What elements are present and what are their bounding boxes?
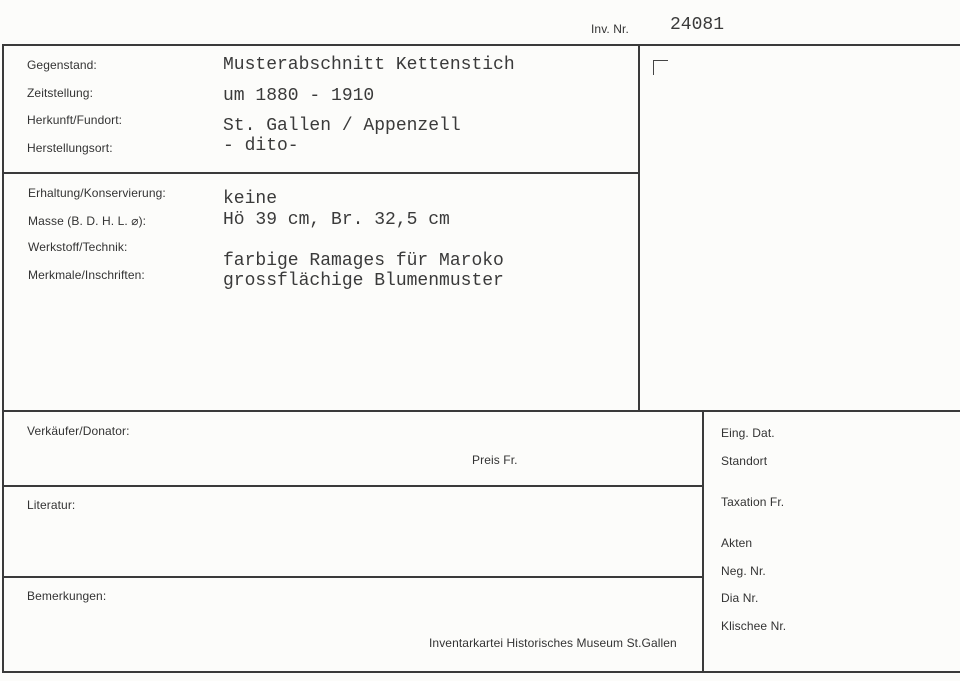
value-herstellungsort: - dito-	[223, 136, 299, 156]
label-masse: Masse (B. D. H. L. ⌀):	[28, 214, 147, 228]
value-masse: Hö 39 cm, Br. 32,5 cm	[223, 210, 450, 230]
label-verkaeufer: Verkäufer/Donator:	[27, 424, 130, 438]
label-erhaltung: Erhaltung/Konservierung:	[28, 186, 166, 200]
rule-literatur	[3, 485, 703, 487]
inv-nr-label: Inv. Nr.	[591, 22, 629, 36]
label-gegenstand: Gegenstand:	[27, 58, 97, 72]
label-merkmale: Merkmale/Inschriften:	[28, 268, 145, 282]
value-erhaltung: keine	[223, 189, 278, 209]
value-herkunft: St. Gallen / Appenzell	[223, 116, 461, 136]
rule-top	[3, 44, 960, 46]
rule-admin-divider	[702, 410, 704, 673]
label-neg-nr: Neg. Nr.	[721, 564, 766, 578]
footer-institution: Inventarkartei Historisches Museum St.Gallen	[429, 636, 677, 650]
rule-left	[2, 44, 4, 673]
rule-photo-divider	[638, 44, 640, 412]
value-merkmale-line2: grossflächige Blumenmuster	[223, 271, 504, 291]
label-bemerkungen: Bemerkungen:	[27, 589, 107, 603]
value-merkmale-line1: farbige Ramages für Maroko	[223, 251, 504, 271]
label-eing-dat: Eing. Dat.	[721, 426, 775, 440]
label-herkunft: Herkunft/Fundort:	[27, 113, 123, 127]
label-herstellungsort: Herstellungsort:	[27, 141, 113, 155]
photo-corner-mark	[653, 60, 668, 75]
label-standort: Standort	[721, 454, 768, 468]
rule-bemerkungen	[3, 576, 703, 578]
label-zeitstellung: Zeitstellung:	[27, 86, 93, 100]
label-akten: Akten	[721, 536, 753, 550]
value-zeitstellung: um 1880 - 1910	[223, 86, 375, 106]
label-taxation: Taxation Fr.	[721, 495, 785, 509]
label-klischee-nr: Klischee Nr.	[721, 619, 787, 633]
value-gegenstand: Musterabschnitt Kettenstich	[223, 55, 515, 75]
rule-bottom	[3, 671, 960, 673]
label-dia-nr: Dia Nr.	[721, 591, 759, 605]
rule-middle	[3, 410, 960, 412]
label-preis: Preis Fr.	[472, 453, 518, 467]
rule-section1	[3, 172, 640, 174]
label-werkstoff: Werkstoff/Technik:	[28, 240, 128, 254]
inv-nr-value: 24081	[670, 15, 725, 35]
label-literatur: Literatur:	[27, 498, 76, 512]
